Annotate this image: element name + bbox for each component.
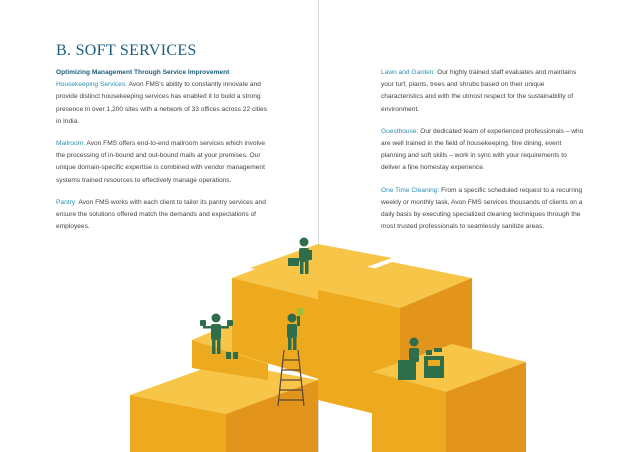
one-time-cleaning-term: One Time Cleaning: xyxy=(381,186,440,194)
lawn-garden-text: Our highly trained staff evaluates and maintains your turf, plants, trees and shrubs based on their unique characteristics and with the utmost respect for the sustainability of environment. xyxy=(381,69,577,113)
one-time-cleaning-text: From a specific scheduled request to a recurring weekly or monthly task, Avon FMS services thousands of clients on a daily basis by executing specialized cleaning techniques through the most trusted professionals to seamlessly sanitize areas. xyxy=(381,186,583,231)
lawn-garden-term: Lawn and Garden: xyxy=(381,69,436,76)
guesthouse-term: Guesthouse: xyxy=(381,127,419,135)
section-subtitle: Optimizing Management Through Service Improvement xyxy=(56,69,230,76)
housekeeping-term: Housekeeping Services: xyxy=(56,81,128,89)
pantry-term: Pantry: xyxy=(56,198,77,206)
page-heading: B. SOFT SERVICES xyxy=(56,42,197,59)
mailroom-term: Mailroom: xyxy=(56,140,85,148)
guesthouse-text: Our dedicated team of experienced professionals – who are well trained in the field of housekeeping, fine dining, event planning and soft skills – work in sync with your requirements to deliver a fine homestay experience. xyxy=(381,127,584,172)
mailroom-text: Avon FMS offers end-to-end mailroom services which involve the processing of in-bound and out-bound mails at your premises. Our unique domain-specific expertise is combined with vendor management systems trained resources to effectively manage operations. xyxy=(56,140,266,184)
pantry-text: Avon FMS works with each client to tailor its pantry services and ensure the solutions offered match the demands and expectations of employees. xyxy=(56,198,266,231)
housekeeping-text: Avon FMS's ability to constantly innovate and provide distinct housekeeping services has enabled it to build a strong presence in over 1,200 sites with a network of 33 offices across 22 cities in India. xyxy=(56,81,267,125)
